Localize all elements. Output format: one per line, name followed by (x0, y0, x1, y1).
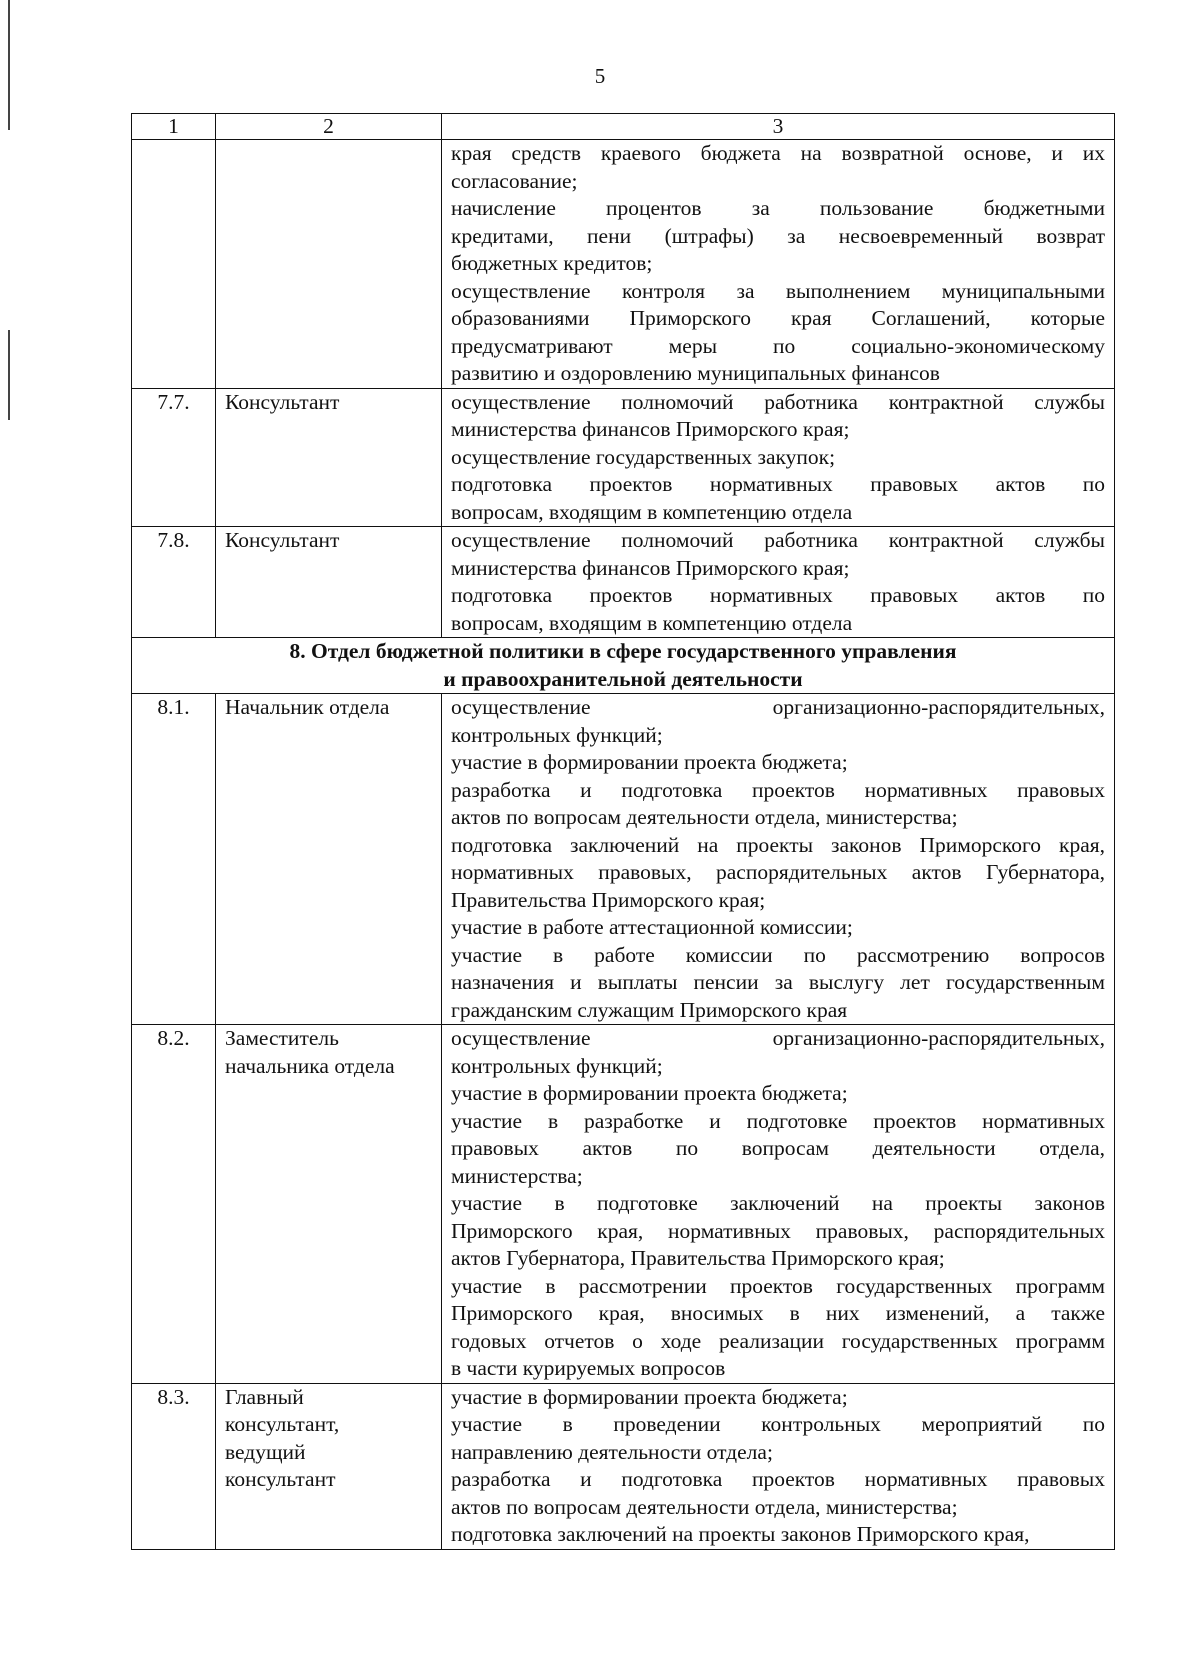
duty-line: актов Губернатора, Правительства Приморского края; (451, 1246, 945, 1270)
duties-description (442, 694, 1115, 1025)
duties-description (442, 140, 1115, 389)
table-header-row (132, 114, 1115, 140)
duty-line: участие в формировании проекта бюджета; (451, 1081, 848, 1105)
duty-line: министерства финансов Приморского края; (451, 417, 850, 441)
duty-line: разработка и подготовка проектов нормативных правовых (451, 1467, 1105, 1491)
duty-line: вопросам, входящим в компетенцию отдела (451, 499, 853, 524)
row-number: 7.8. (132, 527, 216, 638)
duty-line: осуществление государственных закупок; (451, 444, 836, 469)
duty-line: подготовка заключений на проекты законов Приморского края, (451, 832, 1105, 857)
table-row (132, 388, 1115, 527)
duty-line: актов по вопросам деятельности отдела, министерства; (451, 1494, 958, 1519)
duty-line: контрольных функций; (451, 1053, 663, 1078)
position-title (216, 527, 442, 638)
scan-margin-mark (8, 330, 10, 420)
duty-line: Приморского края, нормативных правовых, распорядительных (451, 1218, 1105, 1243)
duty-line: министерства; (451, 1163, 583, 1188)
duty-line: согласование; (451, 168, 578, 193)
position-title (216, 140, 442, 389)
duty-line: годовых отчетов о ходе реализации государственных программ (451, 1328, 1105, 1353)
duty-line: участие в работе аттестационной комиссии; (451, 915, 853, 939)
position-title (216, 388, 442, 527)
position-title-line: Главный (225, 1384, 304, 1409)
position-title-line: начальника отдела (225, 1053, 395, 1078)
duty-line: направлению деятельности отдела; (451, 1439, 773, 1464)
duty-line: Приморского края, вносимых в них изменений, а также (451, 1301, 1105, 1325)
duties-description (442, 1383, 1115, 1549)
duty-line: кредитами, пени (штрафы) за несвоевременный возврат (451, 223, 1105, 248)
duty-line: участие в разработке и подготовке проектов нормативных (451, 1108, 1105, 1133)
section-heading-line: 8. Отдел бюджетной политики в сфере государственного управления (289, 639, 957, 663)
duties-description (442, 527, 1115, 638)
duty-line: начисление процентов за пользование бюджетными (451, 196, 1105, 220)
position-title-line: Начальник отдела (225, 695, 390, 719)
duty-line: осуществление полномочий работника контрактной службы (451, 528, 1105, 552)
column-header-duties: 3 (442, 114, 1115, 140)
duty-line: бюджетных кредитов; (451, 251, 653, 275)
position-title-line: Консультант (225, 528, 340, 552)
duties-table (131, 113, 1115, 1550)
duty-line: вопросам, входящим в компетенцию отдела (451, 610, 853, 635)
duty-line: контрольных функций; (451, 722, 663, 747)
duty-line: разработка и подготовка проектов нормативных правовых (451, 777, 1105, 802)
section-heading-row (132, 638, 1115, 694)
duty-line: участие в рассмотрении проектов государственных программ (451, 1273, 1105, 1298)
table-row (132, 527, 1115, 638)
duty-line: предусматривают меры по социально-экономическому (451, 333, 1105, 358)
duties-table-body (132, 114, 1115, 1550)
duties-description (442, 1025, 1115, 1384)
row-number: 8.2. (132, 1025, 216, 1384)
duty-line: развитию и оздоровлению муниципальных финансов (451, 361, 940, 385)
duty-line: участие в подготовке заключений на проекты законов (451, 1191, 1105, 1215)
duty-line: нормативных правовых, распорядительных актов Губернатора, (451, 860, 1105, 884)
position-title-line: Заместитель (225, 1026, 339, 1050)
page-number: 5 (594, 64, 606, 88)
duty-line: подготовка проектов нормативных правовых актов по (451, 472, 1105, 496)
duty-line: актов по вопросам деятельности отдела, министерства; (451, 805, 958, 829)
row-number (132, 140, 216, 389)
column-header-position: 2 (216, 114, 442, 140)
section-heading (132, 638, 1115, 694)
duty-line: осуществление организационно-распорядительных, (451, 1026, 1105, 1050)
position-title-line: ведущий (225, 1439, 306, 1464)
row-number: 7.7. (132, 388, 216, 527)
duty-line: в части курируемых вопросов (451, 1356, 726, 1380)
row-number: 8.3. (132, 1383, 216, 1549)
column-header-number: 1 (132, 114, 216, 140)
duty-line: подготовка заключений на проекты законов Приморского края, (451, 1522, 1030, 1546)
row-number: 8.1. (132, 694, 216, 1025)
table-row (132, 694, 1115, 1025)
duties-description (442, 388, 1115, 527)
duty-line: участие в работе комиссии по рассмотрению вопросов (451, 942, 1105, 967)
duty-line: правовых актов по вопросам деятельности отдела, (451, 1136, 1105, 1160)
position-title-line: консультант (225, 1467, 336, 1491)
table-row (132, 140, 1115, 389)
duty-line: подготовка проектов нормативных правовых актов по (451, 583, 1105, 607)
table-row (132, 1025, 1115, 1384)
duty-line: осуществление организационно-распорядительных, (451, 695, 1105, 719)
duty-line: осуществление контроля за выполнением муниципальными (451, 278, 1105, 303)
duty-line: образованиями Приморского края Соглашений, которые (451, 306, 1105, 330)
duty-line: гражданским служащим Приморского края (451, 997, 848, 1022)
duty-line: участие в проведении контрольных мероприятий по (451, 1412, 1105, 1436)
duty-line: осуществление полномочий работника контрактной службы (451, 389, 1105, 414)
duty-line: края средств краевого бюджета на возвратной основе, и их (451, 141, 1105, 165)
duty-line: участие в формировании проекта бюджета; (451, 750, 848, 774)
section-heading-line: и правоохранительной деятельности (443, 666, 803, 691)
table-row (132, 1383, 1115, 1549)
duty-line: назначения и выплаты пенсии за выслугу лет государственным (451, 970, 1105, 994)
duty-line: Правительства Приморского края; (451, 887, 766, 912)
position-title (216, 694, 442, 1025)
position-title (216, 1025, 442, 1384)
duty-line: министерства финансов Приморского края; (451, 555, 850, 580)
position-title-line: Консультант (225, 389, 340, 414)
duty-line: участие в формировании проекта бюджета; (451, 1384, 848, 1409)
position-title (216, 1383, 442, 1549)
position-title-line: консультант, (225, 1412, 340, 1436)
